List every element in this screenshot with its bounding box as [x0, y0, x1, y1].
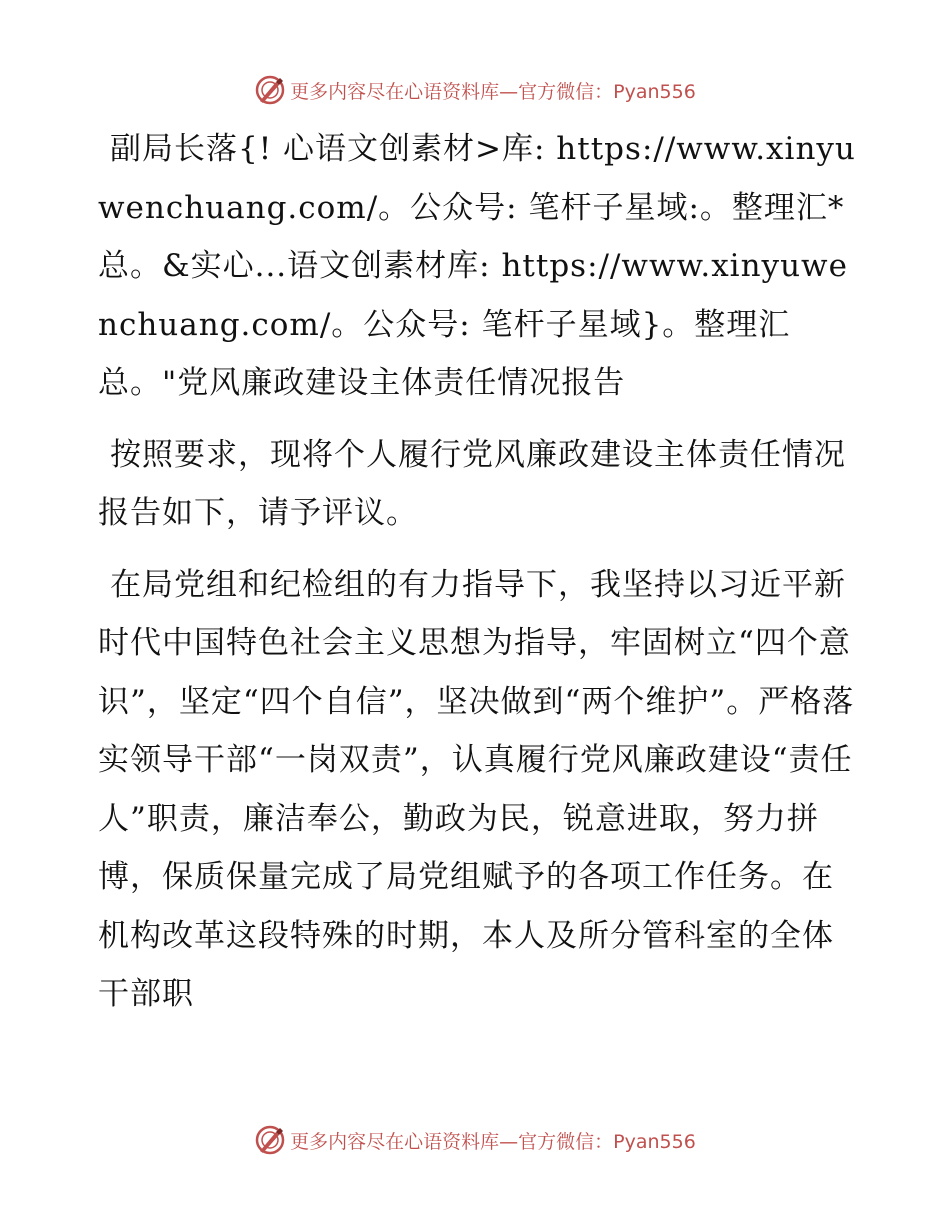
footer-watermark-text: 更多内容尽在心语资料库—官方微信：Pyan556	[290, 1130, 696, 1153]
header-watermark-text: 更多内容尽在心语资料库—官方微信：Pyan556	[290, 80, 696, 103]
pen-seal-logo-icon	[254, 1124, 286, 1156]
paragraph-2	[98, 426, 858, 543]
paragraph-3	[98, 556, 858, 1024]
paragraph-1-text: 副局长落{! 心语文创素材>库: https://www.xinyuwenchuang.com/。公众号: 笔杆子星域:。整理汇*总。&实心...语文创素材库: https://www.xinyuwenchuang.com/。公众号: 笔杆子星域}。整理汇总。"党风廉政建设主体责任情况报告	[98, 131, 856, 401]
paragraph-3-text: 在局党组和纪检组的有力指导下，我坚持以习近平新时代中国特色社会主义思想为指导，牢固树立“四个意识”，坚定“四个自信”，坚决做到“两个维护”。严格落实领导干部“一岗双责”，认真履行党风廉政建设“责任人”职责，廉洁奉公，勤政为民，锐意进取，努力拼博，保质保量完成了局党组赋予的各项工作任务。在机构改革这段特殊的时期，本人及所分管科室的全体干部职	[98, 566, 855, 1012]
footer-watermark-handle: Pyan556	[613, 1130, 696, 1153]
document-body	[98, 120, 858, 1024]
footer-watermark-banner	[0, 1120, 950, 1160]
header-watermark-handle: Pyan556	[613, 80, 696, 103]
pen-seal-logo-icon	[254, 74, 286, 106]
paragraph-2-text: 按照要求，现将个人履行党风廉政建设主体责任情况报告如下，请予评议。	[98, 436, 846, 531]
header-watermark-banner	[0, 70, 950, 110]
paragraph-1	[98, 120, 858, 413]
